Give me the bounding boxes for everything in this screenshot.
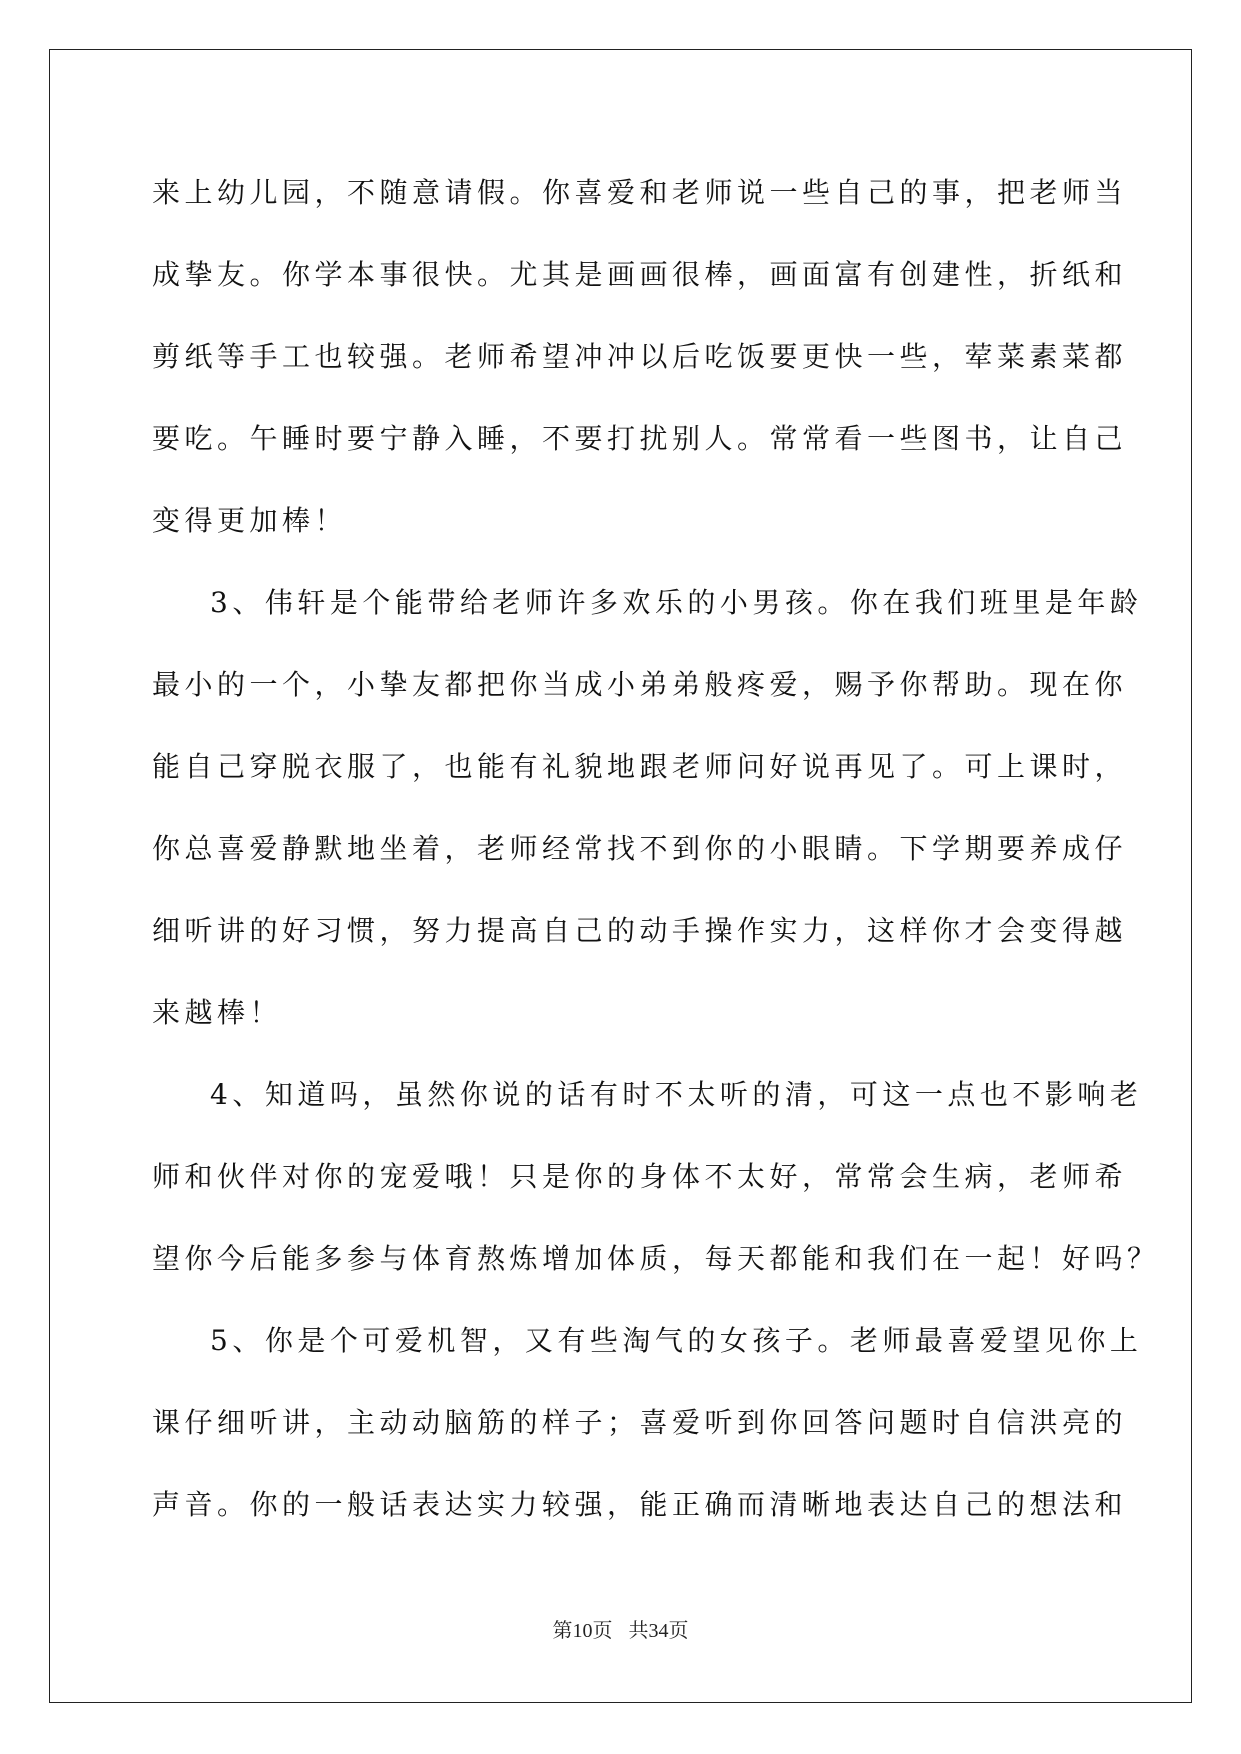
text-line-5: 变得更加棒！: [152, 504, 348, 537]
text-line-2: 成挚友。你学本事很快。尤其是画画很棒，画面富有创建性，折纸和: [152, 258, 1128, 291]
text-line-13: 师和伙伴对你的宠爱哦！只是你的身体不太好，常常会生病，老师希: [152, 1160, 1128, 1193]
text-line-8: 能自己穿脱衣服了，也能有礼貌地跟老师问好说再见了。可上课时，: [152, 750, 1128, 783]
total-suffix: 页: [668, 1618, 689, 1642]
text-line-10: 细听讲的好习惯，努力提高自己的动手操作实力，这样你才会变得越: [152, 914, 1128, 947]
page-footer: [0, 1614, 1241, 1643]
page-suffix: 页: [592, 1618, 613, 1642]
total-prefix: 共: [628, 1618, 649, 1642]
text-line-4: 要吃。午睡时要宁静入睡，不要打扰别人。常常看一些图书，让自己: [152, 422, 1128, 455]
text-line-11: 来越棒！: [152, 996, 283, 1029]
text-line-1: 来上幼儿园，不随意请假。你喜爱和老师说一些自己的事，把老师当: [152, 176, 1128, 209]
text-line-16: 课仔细听讲，主动动脑筋的样子；喜爱听到你回答问题时自信洪亮的: [152, 1406, 1128, 1439]
text-line-3: 剪纸等手工也较强。老师希望冲冲以后吃饭要更快一些，荤菜素菜都: [152, 340, 1128, 373]
text-line-17: 声音。你的一般话表达实力较强，能正确而清晰地表达自己的想法和: [152, 1488, 1128, 1521]
paragraph-5-start: 5、你是个可爱机智，又有些淘气的女孩子。老师最喜爱望见你上: [210, 1324, 1143, 1357]
page-number: 10: [572, 1620, 593, 1642]
paragraph-4-start: 4、知道吗，虽然你说的话有时不太听的清，可这一点也不影响老: [210, 1078, 1143, 1111]
total-pages: 34: [648, 1620, 669, 1642]
document-body: [152, 163, 1160, 1557]
text-line-9: 你总喜爱静默地坐着，老师经常找不到你的小眼睛。下学期要养成仔: [152, 832, 1128, 865]
paragraph-3-start: 3、伟轩是个能带给老师许多欢乐的小男孩。你在我们班里是年龄: [210, 586, 1143, 619]
text-line-14: 望你今后能多参与体育熬炼增加体质，每天都能和我们在一起！好吗？: [152, 1242, 1160, 1275]
text-line-7: 最小的一个，小挚友都把你当成小弟弟般疼爱，赐予你帮助。现在你: [152, 668, 1128, 701]
page-prefix: 第: [552, 1618, 573, 1642]
